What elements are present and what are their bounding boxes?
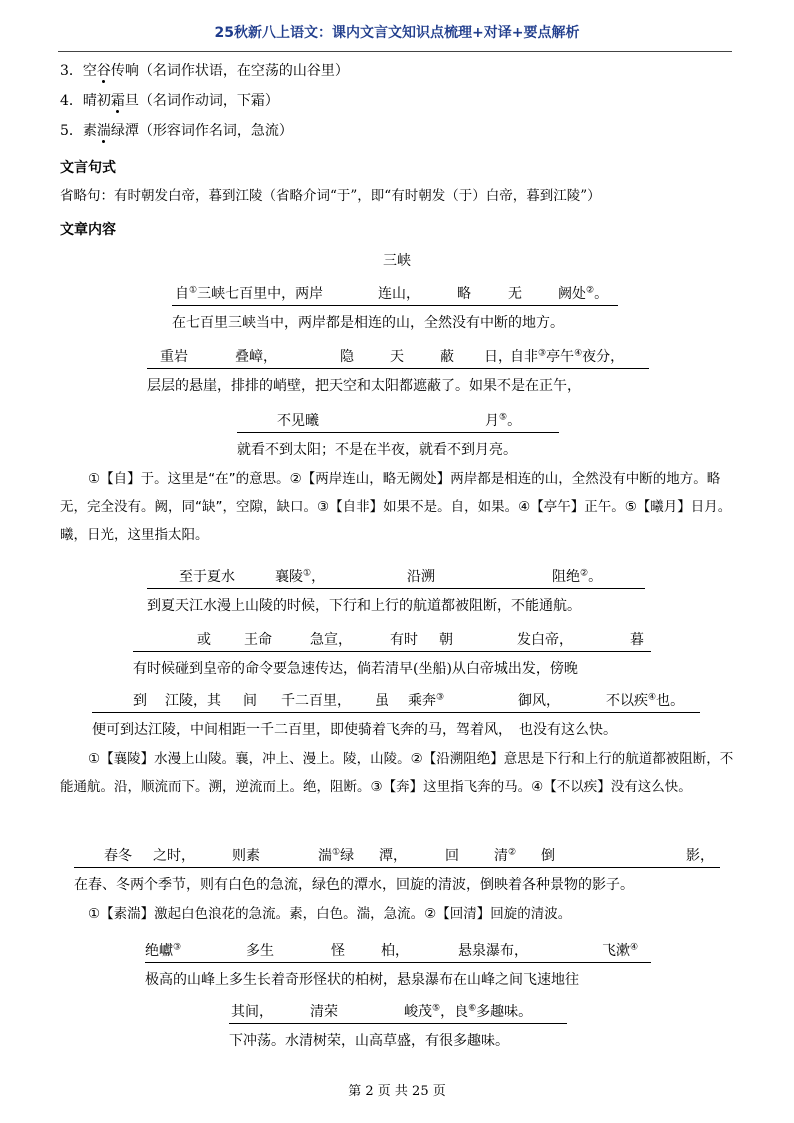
orig-segment: 朝	[439, 632, 453, 648]
orig-segment: 间	[243, 693, 257, 709]
orig-segment: 峻茂⑤，良⑥多趣味。	[404, 1003, 533, 1020]
omission-sentence: 省略句：有时朝发白帝，暮到江陵（省略介词“于”，即“有时朝发（于）白帝，暮到江陵”）	[60, 188, 601, 204]
orig-segment: 有时	[390, 632, 418, 648]
page-header-title: 25秋新八上语文：课内文言文知识点梳理+对译+要点解析	[214, 25, 580, 41]
orig-segment: 御风，	[518, 693, 560, 709]
translation-line: 在春、冬两个季节，则有白色的急流，绿色的潭水，回旋的清波，倒映着各种景物的影子。	[74, 877, 634, 893]
original-line	[237, 410, 559, 433]
header-divider	[58, 51, 732, 52]
orig-segment: 悬泉瀑布，	[458, 943, 528, 959]
orig-segment: 阙处②。	[558, 285, 609, 302]
orig-segment: 急宣，	[310, 632, 352, 648]
translation-line: 层层的悬崖，排排的峭壁，把天空和太阳都遮蔽了。如果不是在正午，	[147, 378, 581, 394]
original-line	[229, 1001, 567, 1024]
orig-segment: 不见曦	[277, 413, 319, 429]
orig-segment: 不以疾④也。	[606, 692, 685, 709]
orig-segment: 绝巘③	[145, 942, 182, 959]
translation-block-6	[92, 690, 700, 739]
annotation-paragraph-2: ①【襄陵】水漫上山陵。襄，冲上、漫上。陵，山陵。②【沿溯阻绝】意思是下行和上行的航道都被阻断，不能通航。沿，顺流而下。溯，逆流而上。绝，阻断。③【奔】这里指飞奔的马。④【不以疾】没有这么快。	[60, 751, 734, 795]
orig-segment: 怪	[331, 943, 345, 959]
translation-block-2	[147, 346, 649, 395]
translation-line: 就看不到太阳；不是在半夜，就看不到月亮。	[237, 442, 517, 458]
orig-segment: 月⑤。	[485, 412, 522, 429]
orig-segment: 清②	[494, 847, 517, 864]
orig-segment: 之时，	[153, 848, 195, 864]
emphasis-dot-char: 霜	[110, 93, 125, 109]
translation-line: 极高的山峰上多生长着奇形怪状的柏树，悬泉瀑布在山峰之间飞速地往	[145, 972, 579, 988]
original-line	[172, 283, 618, 306]
orig-segment: 发白帝，	[517, 632, 573, 648]
vocab-item-5: 5．素湍绿潭（形容词作名词，急流）	[60, 123, 293, 139]
orig-segment: 连山，	[378, 286, 420, 302]
orig-segment: 重岩	[160, 349, 188, 365]
orig-segment: 襄陵①，	[275, 568, 326, 585]
orig-segment: 至于夏水	[179, 569, 235, 585]
original-line	[133, 629, 651, 652]
orig-segment: 则素	[232, 848, 260, 864]
translation-line: 便可到达江陵，中间相距一千二百里，即使骑着飞奔的马，驾着风， 也没有这么快。	[92, 722, 617, 738]
original-line	[147, 346, 649, 369]
orig-segment: 天	[390, 349, 404, 365]
orig-segment: 清荣	[310, 1004, 338, 1020]
orig-segment: 王命	[244, 632, 272, 648]
emphasis-dot-char: 湍	[96, 123, 111, 139]
orig-segment: 叠嶂，	[235, 349, 277, 365]
orig-segment: 飞漱④	[602, 942, 639, 959]
orig-segment: 蔽	[440, 349, 454, 365]
translation-block-1	[172, 283, 618, 332]
annotation-paragraph-1: ①【自】于。这里是“在”的意思。②【两岸连山，略无阙处】两岸都是相连的山，全然没有中断的地方。略无，完全没有。阙，同“缺”，空隙，缺口。③【自非】如果不是。自，如果。④【亭午】正午。⑤【曦月】日月。曦，日光，这里指太阳。	[60, 471, 732, 543]
original-line	[147, 566, 645, 589]
section-heading-wenyan: 文言句式	[60, 160, 116, 176]
orig-segment: 隐	[340, 349, 354, 365]
orig-segment: 沿溯	[407, 569, 435, 585]
orig-segment: 阻绝②。	[552, 568, 603, 585]
orig-segment: 到	[133, 693, 147, 709]
annotation-paragraph-3: ①【素湍】激起白色浪花的急流。素，白色。湍，急流。②【回清】回旋的清波。	[88, 906, 572, 922]
orig-segment: 自非③亭午④夜分，	[510, 348, 625, 365]
translation-line: 下冲荡。水清树荣，山高草盛，有很多趣味。	[229, 1033, 509, 1049]
page-footer: 第 2 页 共 25 页	[348, 1084, 446, 1099]
translation-block-8	[145, 940, 651, 989]
orig-segment: 倒	[541, 848, 555, 864]
section-heading-content: 文章内容	[60, 222, 116, 238]
orig-segment: 虽	[375, 693, 389, 709]
orig-segment: 湍①绿	[318, 847, 355, 864]
orig-segment: 江陵，其	[165, 693, 221, 709]
translation-line: 有时候碰到皇帝的命令要急速传达，倘若清早(坐船)从白帝城出发，傍晚	[133, 661, 578, 677]
orig-segment: 多生	[246, 943, 274, 959]
original-line	[145, 940, 651, 963]
vocab-item-4: 4．晴初霜旦（名词作动词，下霜）	[60, 93, 279, 109]
orig-segment: 日，	[484, 349, 512, 365]
translation-block-7	[74, 845, 720, 894]
text-title: 三峡	[383, 253, 411, 269]
translation-line: 到夏天江水漫上山陵的时候，下行和上行的航道都被阻断，不能通航。	[147, 598, 581, 614]
emphasis-dot-char: 谷	[96, 63, 111, 79]
orig-segment: 影，	[686, 848, 714, 864]
orig-segment: 略	[457, 286, 471, 302]
translation-block-3	[237, 410, 559, 459]
translation-block-5	[133, 629, 651, 678]
translation-line: 在七百里三峡当中，两岸都是相连的山，全然没有中断的地方。	[172, 315, 564, 331]
orig-segment: 无	[508, 286, 522, 302]
original-line	[92, 690, 700, 713]
orig-segment: 回	[445, 848, 459, 864]
orig-segment: 自①三峡七百里中，两岸	[175, 285, 324, 302]
vocab-item-3: 3．空谷传响（名词作状语，在空荡的山谷里）	[60, 63, 349, 79]
orig-segment: 千二百里，	[281, 693, 351, 709]
orig-segment: 春冬	[104, 848, 132, 864]
orig-segment: 暮	[630, 632, 644, 648]
orig-segment: 其间，	[231, 1004, 273, 1020]
translation-block-4	[147, 566, 645, 615]
orig-segment: 乘奔③	[408, 692, 445, 709]
translation-block-9	[229, 1001, 567, 1050]
orig-segment: 或	[197, 632, 211, 648]
original-line	[74, 845, 720, 868]
orig-segment: 潭，	[379, 848, 407, 864]
orig-segment: 柏，	[381, 943, 409, 959]
